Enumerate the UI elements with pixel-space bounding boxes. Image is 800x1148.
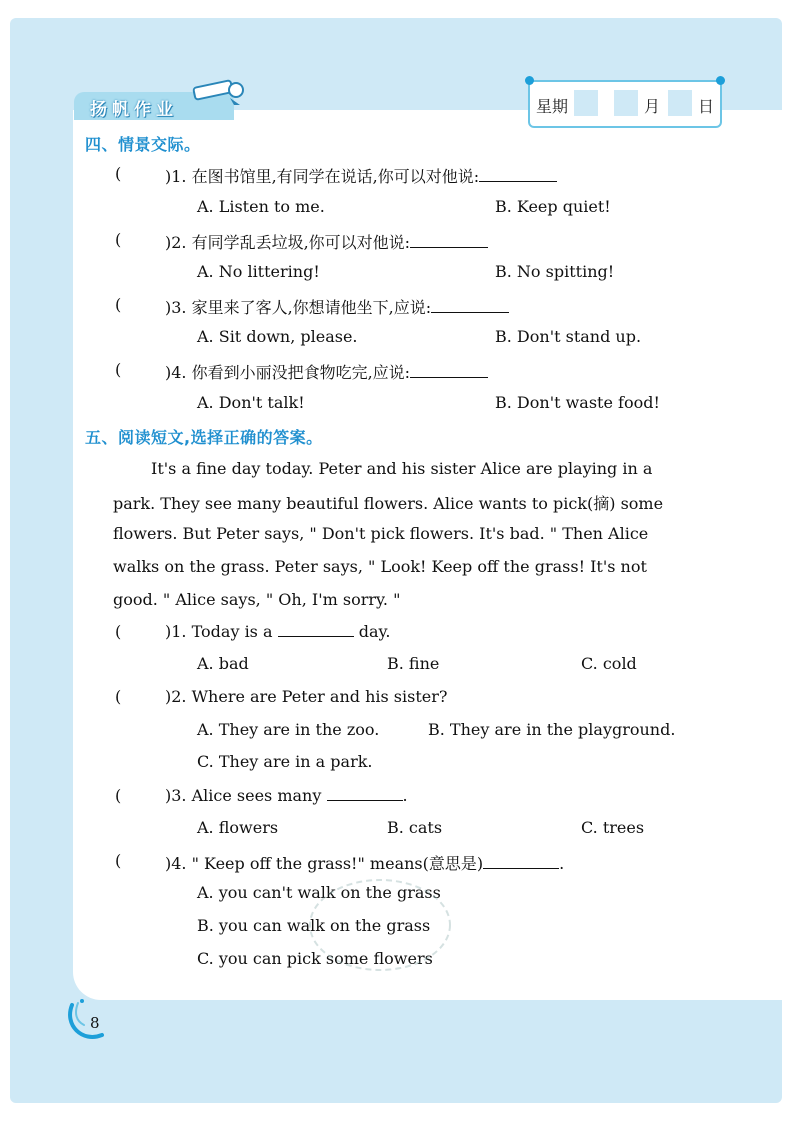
question-4-2 bbox=[165, 230, 488, 253]
question-text: day. bbox=[358, 622, 391, 641]
answer-blank[interactable] bbox=[431, 298, 509, 313]
question-text: )1. Today is a bbox=[165, 622, 273, 641]
question-text: )4. 你看到小丽没把食物吃完,应说: bbox=[165, 363, 411, 382]
pin-icon bbox=[525, 76, 534, 85]
passage-line: It's a fine day today. Peter and his sister Alice are playing in a bbox=[151, 459, 653, 478]
option-b[interactable]: B. No spitting! bbox=[495, 262, 615, 281]
option-b[interactable]: B. Keep quiet! bbox=[495, 197, 611, 216]
answer-blank[interactable] bbox=[479, 167, 557, 182]
option-a[interactable]: A. Listen to me. bbox=[197, 197, 325, 216]
section-5-title: 五、阅读短文,选择正确的答案。 bbox=[85, 428, 323, 447]
question-4-4 bbox=[165, 360, 488, 383]
answer-blank[interactable] bbox=[410, 233, 488, 248]
answer-blank[interactable] bbox=[327, 786, 403, 801]
question-5-1 bbox=[165, 622, 390, 641]
passage-line: walks on the grass. Peter says, " Look! Keep off the grass! It's not bbox=[113, 557, 647, 576]
passage-line: park. They see many beautiful flowers. Alice wants to pick(摘) some bbox=[113, 494, 664, 513]
option-b[interactable]: B. you can walk on the grass bbox=[197, 916, 431, 935]
option-b[interactable]: B. Don't waste food! bbox=[495, 393, 660, 412]
question-text: )3. Alice sees many bbox=[165, 786, 322, 805]
month-label: 月 bbox=[644, 97, 661, 116]
answer-paren[interactable]: ( bbox=[115, 164, 122, 183]
question-4-3 bbox=[165, 295, 509, 318]
answer-paren[interactable]: ( bbox=[115, 786, 122, 805]
option-b[interactable]: B. fine bbox=[387, 654, 440, 673]
question-4-1 bbox=[165, 164, 557, 187]
brand-title: 扬帆作业 bbox=[90, 100, 178, 120]
answer-paren[interactable]: ( bbox=[115, 360, 122, 379]
option-b[interactable]: B. They are in the playground. bbox=[428, 720, 676, 739]
option-c[interactable]: C. you can pick some flowers bbox=[197, 949, 433, 968]
day-blank[interactable] bbox=[668, 90, 692, 116]
pencil-icon bbox=[190, 78, 250, 108]
answer-paren[interactable]: ( bbox=[115, 295, 122, 314]
answer-blank[interactable] bbox=[410, 363, 488, 378]
question-text: )1. 在图书馆里,有同学在说话,你可以对他说: bbox=[165, 167, 480, 186]
answer-blank[interactable] bbox=[483, 854, 559, 869]
option-a[interactable]: A. you can't walk on the grass bbox=[197, 883, 441, 902]
option-a[interactable]: A. bad bbox=[197, 654, 249, 673]
answer-blank[interactable] bbox=[278, 622, 354, 637]
question-text: )2. 有同学乱丢垃圾,你可以对他说: bbox=[165, 233, 411, 252]
option-c[interactable]: C. cold bbox=[581, 654, 637, 673]
day-label: 日 bbox=[698, 97, 715, 116]
passage-line: good. " Alice says, " Oh, I'm sorry. " bbox=[113, 590, 401, 609]
watermark-stamp bbox=[300, 870, 460, 980]
question-5-2: )2. Where are Peter and his sister? bbox=[165, 687, 448, 706]
option-a[interactable]: A. Don't talk! bbox=[197, 393, 305, 412]
option-b[interactable]: B. Don't stand up. bbox=[495, 327, 642, 346]
option-c[interactable]: C. trees bbox=[581, 818, 645, 837]
week-blank[interactable] bbox=[574, 90, 598, 116]
question-5-3 bbox=[165, 786, 408, 805]
section-4-title: 四、情景交际。 bbox=[85, 135, 201, 154]
passage-line: flowers. But Peter says, " Don't pick flowers. It's bad. " Then Alice bbox=[113, 524, 649, 543]
option-a[interactable]: A. No littering! bbox=[197, 262, 320, 281]
answer-paren[interactable]: ( bbox=[115, 230, 122, 249]
pin-icon bbox=[716, 76, 725, 85]
question-text: . bbox=[402, 786, 408, 805]
page-number: 8 bbox=[90, 1014, 100, 1032]
answer-paren[interactable]: ( bbox=[115, 687, 122, 706]
option-a[interactable]: A. Sit down, please. bbox=[197, 327, 358, 346]
question-text: )4. " Keep off the grass!" means(意思是) bbox=[165, 854, 484, 873]
option-c[interactable]: C. They are in a park. bbox=[197, 752, 373, 771]
month-blank[interactable] bbox=[614, 90, 638, 116]
date-box bbox=[528, 80, 722, 128]
option-a[interactable]: A. flowers bbox=[197, 818, 279, 837]
option-b[interactable]: B. cats bbox=[387, 818, 443, 837]
question-text: . bbox=[559, 854, 565, 873]
answer-paren[interactable]: ( bbox=[115, 622, 122, 641]
week-label: 星期 bbox=[536, 97, 569, 116]
option-a[interactable]: A. They are in the zoo. bbox=[197, 720, 380, 739]
answer-paren[interactable]: ( bbox=[115, 851, 122, 870]
question-text: )3. 家里来了客人,你想请他坐下,应说: bbox=[165, 298, 432, 317]
